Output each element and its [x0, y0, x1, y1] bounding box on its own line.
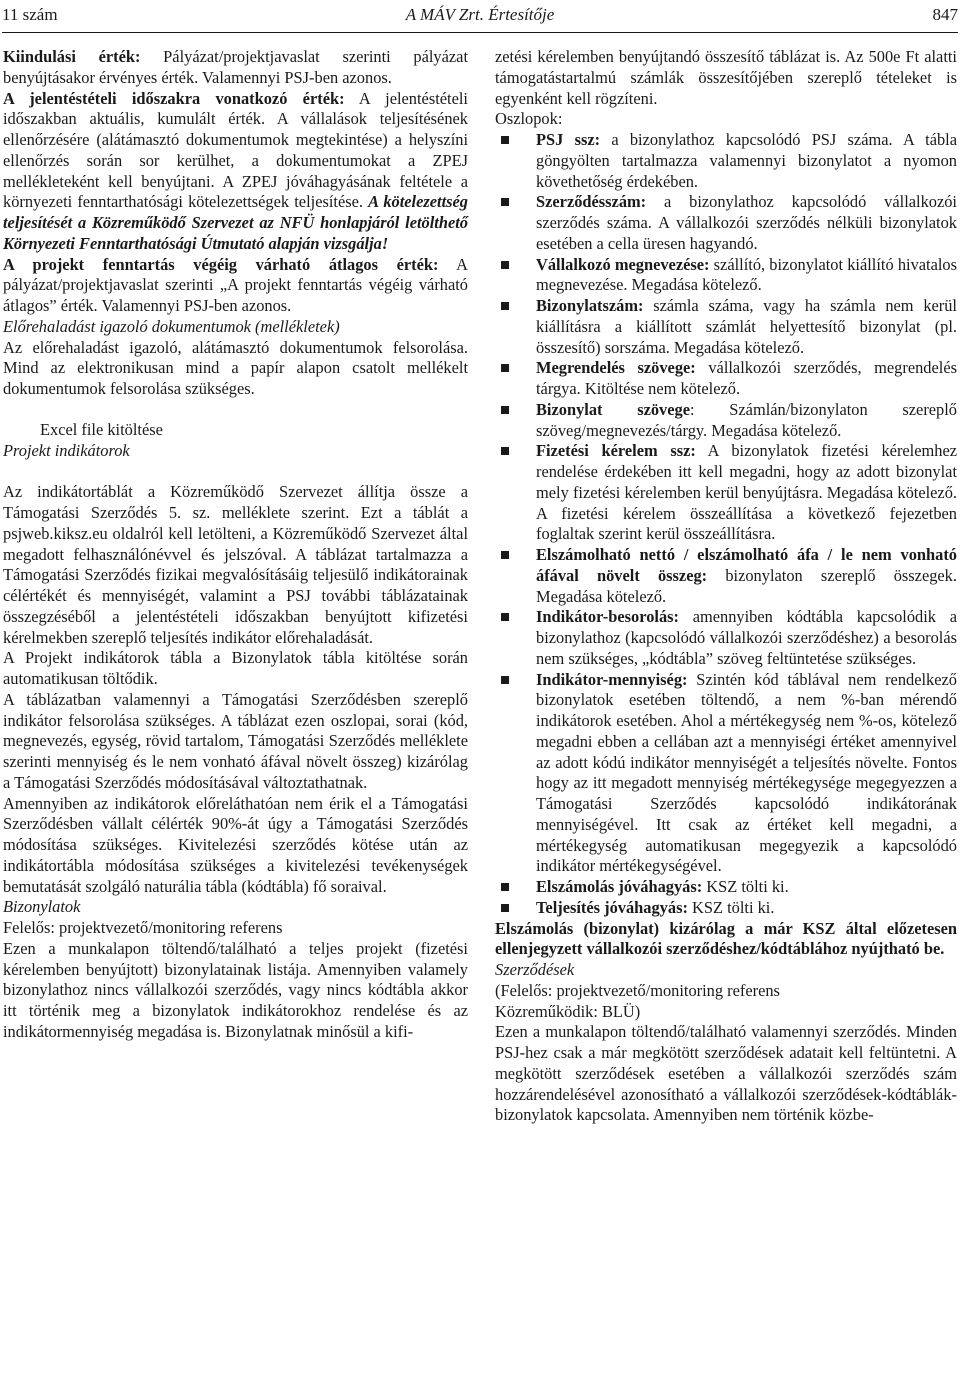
- square-bullet-icon: [501, 302, 509, 310]
- right-column: [495, 47, 957, 1126]
- spacer: [3, 461, 468, 482]
- paragraph-auto-fill: A Projekt indikátorok tábla a Bizonylatok tábla kitöltése során automatikusan töltődik.: [3, 648, 468, 688]
- list-item: Teljesítés jóváhagyás: KSZ tölti ki.: [495, 898, 957, 919]
- list-item: Megrendelés szövege: vállalkozói szerződés, megrendelés tárgya. Kitöltése nem kötelező.: [495, 358, 957, 400]
- list-item: Fizetési kérelem ssz: A bizonylatok fizetési kérelemhez rendelése érdekében itt kell megadni, hogy az adott bizonylat mely fizetési kérelemben kerül benyújtásra. Megadása kötelező. A fizetési kérelem összeállítása a következő fejezetben foglaltak szerint kerül összeállításra.: [495, 441, 957, 545]
- square-bullet-icon: [501, 904, 509, 912]
- header-rule: [2, 32, 958, 33]
- paragraph-receipts-list: Ezen a munkalapon töltendő/található a teljes projekt (fizetési kérelemben benyújtott) bizonylatainak listája. Amennyiben valamely bizonylathoz nincs vállalkozói szerződés, vagy nincs kódtábla akkor itt történik meg a bizonylatok indikátorokhoz rendelése és az indikátormennyiség megadása is. Bizonylatnak minősül a kifi-: [3, 938, 468, 1041]
- list-item: Bizonylat szövege: Számlán/bizonylaton szereplő szöveg/megnevezés/tárgy. Megadása kötelező.: [495, 400, 957, 442]
- square-bullet-icon: [501, 551, 509, 559]
- list-item: Elszámolható nettó / elszámolható áfa / le nem vonható áfával növelt összeg: bizonylaton szereplő összegek. Megadása kötelező.: [495, 545, 957, 607]
- list-item: Elszámolás jóváhagyás: KSZ tölti ki.: [495, 877, 957, 898]
- paragraph-modification: Amennyiben az indikátorok előreláthatóan nem érik el a Támogatási Szerződésben vállalt célérték 90%-át úgy a Támogatási Szerződés módosítása szükséges. Kivitelezési szerződés kötése után az indikátortábla módosítása szükséges a kivitelezési tevékenységek bemutatását szolgáló naturália tábla (kódtábla) fő soraival.: [3, 793, 468, 896]
- square-bullet-icon: [501, 261, 509, 269]
- list-item: PSJ ssz: a bizonylathoz kapcsolódó PSJ száma. A tábla göngyölten tartalmazza valamennyi bizonylatot a nyomon követhetőség érdekében.: [495, 130, 957, 192]
- left-column: [3, 47, 468, 1043]
- columns-label: Oszlopok:: [495, 109, 563, 129]
- paragraph-settlement-note: Elszámolás (bizonylat) kizárólag a már KSZ által előzetesen ellenjegyzett vállalkozói szerződéshez/kódtáblához nyújtható be.: [495, 918, 957, 959]
- paragraph-responsible: (Felelős: projektvezető/monitoring referens: [495, 980, 780, 1000]
- paragraph-reporting-value: [3, 89, 468, 255]
- term-average-value: A projekt fenntartás végéig várható átlagos érték:: [3, 254, 439, 274]
- square-bullet-icon: [501, 447, 509, 455]
- section-heading-receipts: Bizonylatok: [3, 897, 81, 917]
- paragraph-table-contents: A táblázatban valamennyi a Támogatási Szerződésben szereplő indikátor felsorolása szükséges. A táblázat ezen oszlopai, sorai (kód, megnevezés, egység, rövid tartalom, Támogatási Szerződés melléklete szerinti mennyiség és le nem vonható áfával növelt összeg) kizárólag a Támogatási Szerződés módosításával változtathatnak.: [3, 689, 468, 792]
- list-item: Szerződésszám: a bizonylathoz kapcsolódó vállalkozói szerződés száma. A vállalkozói szerződés nélküli bizonylatok esetében a cella üresen hagyandó.: [495, 192, 957, 254]
- page-header: [2, 4, 958, 30]
- term-reporting-value: A jelentéstételi időszakra vonatkozó érték:: [3, 88, 345, 108]
- emphasis-note: A kötelezettség teljesítését a Közreműködő Szervezet az NFÜ honlapjáról letölthető Környezeti Fenntarthatósági Útmutató alapján vizsgálja!: [3, 192, 468, 253]
- list-item: Indikátor-mennyiség: Szintén kód táblával nem rendelkező bizonylatok esetében töltendő, a nem %-ban mérendő indikátorok esetében. Ahol a mértékegység nem %-os, kötelező megadni ebben a cellában azt a mennyiségi értéket amennyivel az adott kódú indikátor mennyiségét a teljesítés növelte. Fontos hogy az itt megadott mennyiség mértékegysége megegyezzen a Támogatási Szerződés kapcsolódó indikátorának mennyiségével. Itt csak az értéket kell megadni, a mértékegység automatikusan megegyezik a kapcsolódó indikátor mértékegységével.: [495, 670, 957, 878]
- paragraph-contributor: Közreműködik: BLÜ): [495, 1001, 641, 1021]
- list-item: Indikátor-besorolás: amennyiben kódtábla kapcsolódik a bizonylathoz (kapcsolódó vállalkozói szerződéshez) a besorolás nem szükséges, „kódtábla” szöveg feltüntetése szükséges.: [495, 607, 957, 669]
- page-number: 847: [932, 5, 958, 24]
- issue-number: 11 szám: [2, 5, 58, 24]
- term-initial-value: Kiindulási érték:: [3, 47, 141, 66]
- text: A jelentéstételi időszakban aktuális, kumulált érték. A vállalások teljesítésének ellenőrzésére (alátámasztó dokumentumok megtekintése) a helyszíni ellenőrzés során sor kerülhet, a dokumentumokat a ZPEJ mellékleteként kell benyújtani. A ZPEJ jóváhagyásának feltétele a környezeti fenntarthatósági kötelezettségek teljesítése.: [3, 88, 468, 212]
- paragraph-attachments: Az előrehaladást igazoló, alátámasztó dokumentumok felsorolása. Mind az elektronikusan mind a papír alapon csatolt mellékelt dokumentumok felsorolása szükséges.: [3, 337, 468, 398]
- section-heading-excel: Excel file kitöltése: [40, 419, 163, 439]
- text: A pályázat/projektjavaslat szerinti „A projekt fenntartás végéig várható átlagos” érték. Valamennyi PSJ-ben azonos.: [3, 254, 469, 315]
- paragraph-responsible: Felelős: projektvezető/monitoring referens: [3, 918, 283, 937]
- square-bullet-icon: [501, 883, 509, 891]
- journal-title: A MÁV Zrt. Értesítője: [405, 5, 555, 24]
- paragraph-average-value: [3, 255, 468, 317]
- spacer: [3, 400, 468, 420]
- subheading-attachments: Előrehaladást igazoló dokumentumok (mellékletek): [3, 316, 340, 336]
- paragraph-indicator-table: Az indikátortáblát a Közreműködő Szervezet állítja össze a Támogatási Szerződés 5. sz. melléklete szerint. Ezt a táblát a psjweb.kiksz.eu oldalról kell letölteni, a Közreműködő Szervezet által megadott felhasználónévvel és jelszóval. A táblázat tartalmazza a Támogatási Szerződés fizikai megvalósításáig teljesülő indikátorainak célértékét és mennyiségét, valamint a PSJ további táblázatainak összegzéséből a jelentéstételi időszakban benyújtott kifizetési kérelmekben szereplő teljesítés indikátor előrehaladását.: [3, 482, 468, 647]
- text: Pályázat/projektjavaslat szerinti pályázat benyújtásakor érvényes érték. Valamennyi PSJ-ben azonos.: [3, 47, 469, 87]
- paragraph-continued: zetési kérelemben benyújtandó összesítő táblázat is. Az 500e Ft alatti támogatástartalmú számlák összesítőjében szereplő tételeket is egyenként kell rögzíteni.: [495, 47, 957, 108]
- list-item: Vállalkozó megnevezése: szállító, bizonylatot kiállító hivatalos megnevezése. Megadása kötelező.: [495, 255, 957, 297]
- square-bullet-icon: [501, 198, 509, 206]
- section-heading-contracts: Szerződések: [495, 960, 575, 979]
- list-item: Bizonylatszám: számla száma, vagy ha számla nem kerül kiállításra a kiállított számlát helyettesítő bizonylat (pl. összesítő) sorszáma. Megadása kötelező.: [495, 296, 957, 358]
- square-bullet-icon: [501, 613, 509, 621]
- square-bullet-icon: [501, 676, 509, 684]
- section-heading-project-indicators: Projekt indikátorok: [3, 440, 130, 460]
- paragraph-contracts: Ezen a munkalapon töltendő/található valamennyi szerződés. Minden PSJ-hez csak a már megkötött szerződések adatait kell feltüntetni. A megkötött szerződések esetében a vállalkozói szerződés szám hozzárendelésével azonosítható a vállalkozói szerződések-kódtáblák-bizonylatok kapcsolata. Amennyiben nem történik közbe-: [495, 1022, 957, 1125]
- square-bullet-icon: [501, 136, 509, 144]
- square-bullet-icon: [501, 364, 509, 372]
- column-list: [495, 130, 957, 919]
- square-bullet-icon: [501, 406, 509, 414]
- paragraph-initial-value: [3, 47, 468, 89]
